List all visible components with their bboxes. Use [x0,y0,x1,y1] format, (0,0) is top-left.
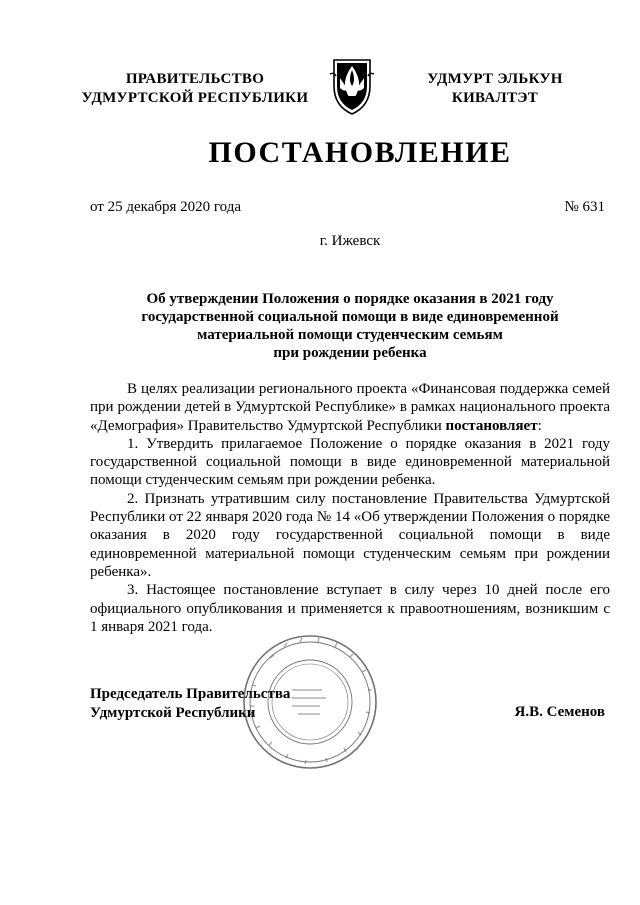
intro-paragraph [90,380,610,435]
paragraph-2: 2. Признать утратившим силу постановление Правительства Удмуртской Республики от 22 января 2020 года № 14 «Об утверждении Положения о порядке оказания в 2020 году государственной социальной помощи в виде единовременной материальной помощи студенческим семьям при рождении ребенка». [90,490,610,580]
document-type-title: ПОСТАНОВЛЕНИЕ [208,136,512,169]
header-left [80,70,310,108]
header-left-line2: УДМУРТСКОЙ РЕСПУБЛИКИ [81,90,309,106]
round-official-seal-icon [240,632,380,772]
coat-of-arms-icon [328,56,376,116]
document-number: № 631 [564,199,605,215]
document-subject [110,290,590,362]
document-city: г. Ижевск [319,233,381,249]
signatory-position-line2: Удмуртской Республики [90,705,256,721]
subject-line: материальной помощи студенческим семьям [197,327,503,343]
subject-line: при рождении ребенка [273,345,427,361]
intro-end: : [537,417,542,434]
paragraph-1: 1. Утвердить прилагаемое Положение о порядке оказания в 2021 году государственной социальной помощи в виде единовременной материальной помощи студенческим семьям при рождении ребенка. [90,435,610,489]
header-right [415,70,575,108]
intro-text: В целях реализации регионального проекта «Финансовая поддержка семей при рождении детей в Удмуртской Республике» в рамках национального проекта «Демография» Правительство Удмуртской Республики [90,381,610,434]
subject-line: государственной социальной помощи в виде единовременной [141,309,559,325]
document-date: от 25 декабря 2020 года [90,199,242,215]
header-left-line1: ПРАВИТЕЛЬСТВО [125,71,265,87]
signatory-name: Я.В. Семенов [514,704,605,720]
intro-keyword: постановляет [445,417,538,434]
subject-line: Об утверждении Положения о порядке оказания в 2021 году [146,291,554,307]
signatory-position-line1: Председатель Правительства [90,686,291,702]
document-body [90,380,610,636]
header-right-line2: КИВАЛТЭТ [451,90,539,106]
paragraph-3: 3. Настоящее постановление вступает в силу через 10 дней после его официального опубликования и применяется к правоотношениям, возникшим с 1 января 2021 года. [90,582,610,635]
header-right-line1: УДМУРТ ЭЛЬКУН [427,71,563,87]
